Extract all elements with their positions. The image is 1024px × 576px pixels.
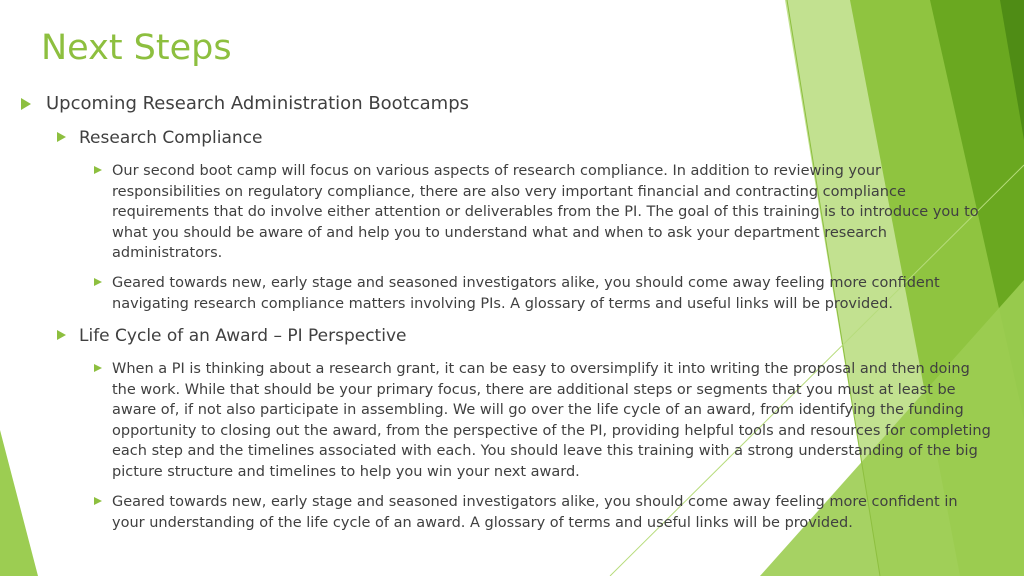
compliance-paragraph-1	[112, 161, 992, 264]
bullet-arrow-icon	[57, 132, 66, 142]
paragraph-text: When a PI is thinking about a research grant, it can be easy to oversimplify it into writing the proposal and then doing the work. While that should be your primary focus, there are additional steps or segments that you must at least be aware of, if not also participate in assembling. We will go over the life cycle of an award, from identifying the funding opportunity to closing out the award, from the perspective of the PI, providing helpful tools and resources for completing each step and the timelines associated with each. You should leave this training with a strong understanding of the big picture structure and timelines to help you win your next award.	[112, 361, 991, 480]
paragraph-text: Our second boot camp will focus on various aspects of research compliance. In addition to reviewing your responsibilities on regulatory compliance, there are also very important financial and contracting compliance requirements that do involve either attention or deliverables from the PI. The goal of this training is to introduce you to what you should be aware of and help you to understand what and when to ask your department research administrators.	[112, 163, 979, 262]
bullet-bootcamps	[46, 92, 469, 116]
bullet-text: Upcoming Research Administration Bootcamps	[46, 93, 470, 114]
subheading-research-compliance	[79, 127, 262, 149]
subheading-life-cycle	[79, 325, 406, 347]
bullet-arrow-icon	[57, 330, 66, 340]
bullet-arrow-icon	[94, 364, 102, 372]
paragraph-text: Geared towards new, early stage and seasoned investigators alike, you should come away feeling more confident in your understanding of the life cycle of an award. A glossary of terms and useful links will be provided.	[112, 494, 958, 531]
compliance-paragraph-2	[112, 273, 992, 314]
subheading-text: Life Cycle of an Award – PI Perspective	[79, 326, 407, 346]
life-cycle-paragraph-1	[112, 359, 992, 483]
bullet-arrow-icon	[21, 98, 31, 110]
bullet-arrow-icon	[94, 497, 102, 505]
subheading-text: Research Compliance	[79, 128, 263, 148]
slide-title: Next Steps	[41, 28, 232, 68]
bottom-left-green-wedge	[0, 430, 38, 576]
paragraph-text: Geared towards new, early stage and seasoned investigators alike, you should come away feeling more confident navigating research compliance matters involving PIs. A glossary of terms and useful links will be provided.	[112, 275, 940, 312]
life-cycle-paragraph-2	[112, 492, 992, 533]
bullet-arrow-icon	[94, 278, 102, 286]
bullet-arrow-icon	[94, 166, 102, 174]
